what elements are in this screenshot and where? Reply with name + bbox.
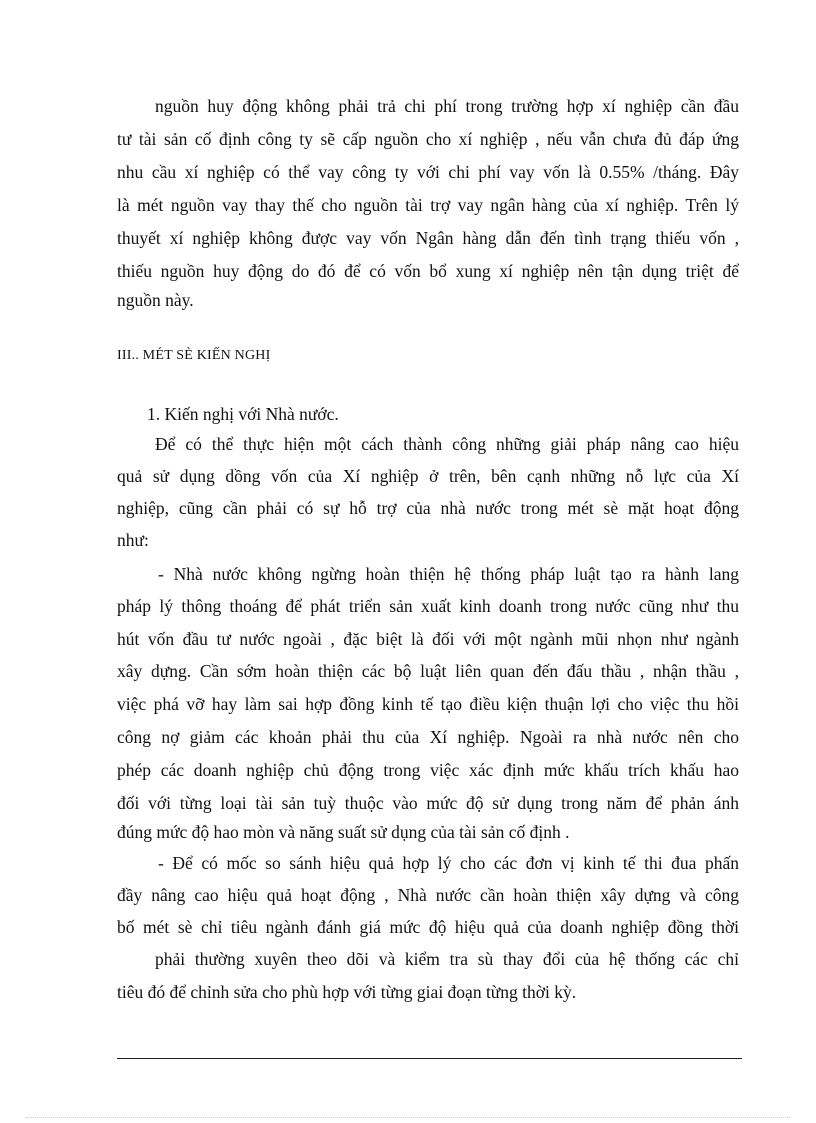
text-line: - Nhà nước không ngừng hoàn thiện hệ thống pháp luật tạo ra hành lang — [158, 564, 739, 584]
text-line: quả sử dụng dồng vốn của Xí nghiệp ở trên, bên cạnh những nỗ lực của Xí — [117, 466, 739, 486]
footer-rule — [117, 1058, 742, 1059]
text-line: thiếu nguồn huy động do đó để có vốn bổ xung xí nghiệp nên tận dụng triệt để — [117, 261, 739, 281]
section-heading: III.. MÉT SÈ KIẾN NGHỊ — [117, 348, 271, 363]
text-line: Để có thể thực hiện một cách thành công những giải pháp nâng cao hiệu — [155, 434, 739, 454]
text-line: đúng mức độ hao mòn và năng suất sử dụng của tài sản cố định . — [117, 822, 570, 842]
text-line: nguồn này. — [117, 290, 194, 310]
text-line: việc phá vỡ hay làm sai hợp đồng kinh tế tạo điều kiện thuận lợi cho việc thu hồi — [117, 694, 739, 714]
text-line: đầy nâng cao hiệu quả hoạt động , Nhà nước cần hoàn thiện xây dựng và công — [117, 885, 739, 905]
text-line: hút vốn đầu tư nước ngoài , đặc biệt là đối với một ngành mũi nhọn như ngành — [117, 629, 739, 649]
text-line: tiêu đó để chỉnh sửa cho phù hợp với từng giai đoạn từng thời kỳ. — [117, 982, 577, 1002]
text-line: bố mét sè chỉ tiêu ngành đánh giá mức độ hiệu quả của doanh nghiệp đồng thời — [117, 917, 739, 937]
text-line: công nợ giảm các khoản phải thu của Xí nghiệp. Ngoài ra nhà nước nên cho — [117, 727, 739, 747]
text-line: - Để có mốc so sánh hiệu quả hợp lý cho các đơn vị kinh tế thi đua phấn — [158, 853, 739, 873]
page-edge-divider — [26, 1117, 790, 1118]
text-line: là mét nguồn vay thay thế cho nguồn tài trợ vay ngân hàng của xí nghiệp. Trên lý — [117, 195, 739, 215]
text-line: phải thường xuyên theo dõi và kiểm tra sù thay đổi của hệ thống các chỉ — [155, 949, 739, 969]
text-line: pháp lý thông thoáng để phát triển sản xuất kinh doanh trong nước cũng như thu — [117, 596, 739, 616]
subheading: 1. Kiến nghị với Nhà nước. — [147, 404, 339, 424]
text-line: đối với từng loại tài sản tuỳ thuộc vào mức độ sử dụng trong năm để phản ánh — [117, 793, 739, 813]
text-line: phép các doanh nghiệp chủ động trong việc xác định mức khấu trích khấu hao — [117, 760, 739, 780]
text-line: nguồn huy động không phải trả chi phí trong trường hợp xí nghiệp cần đầu — [155, 96, 739, 116]
text-line: như: — [117, 530, 149, 550]
text-line: nghiệp, cũng cần phải có sự hỗ trợ của nhà nước trong mét sè mặt hoạt động — [117, 498, 739, 518]
text-line: tư tài sản cố định công ty sẽ cấp nguồn cho xí nghiệp , nếu vẫn chưa đủ đáp ứng — [117, 129, 739, 149]
text-line: xây dựng. Cần sớm hoàn thiện các bộ luật liên quan đến đấu thầu , nhận thầu , — [117, 661, 739, 681]
text-line: thuyết xí nghiệp không được vay vốn Ngân hàng dẫn đến tình trạng thiếu vốn , — [117, 228, 739, 248]
text-line: nhu cầu xí nghiệp có thể vay công ty với chi phí vay vốn là 0.55% /tháng. Đây — [117, 162, 739, 182]
